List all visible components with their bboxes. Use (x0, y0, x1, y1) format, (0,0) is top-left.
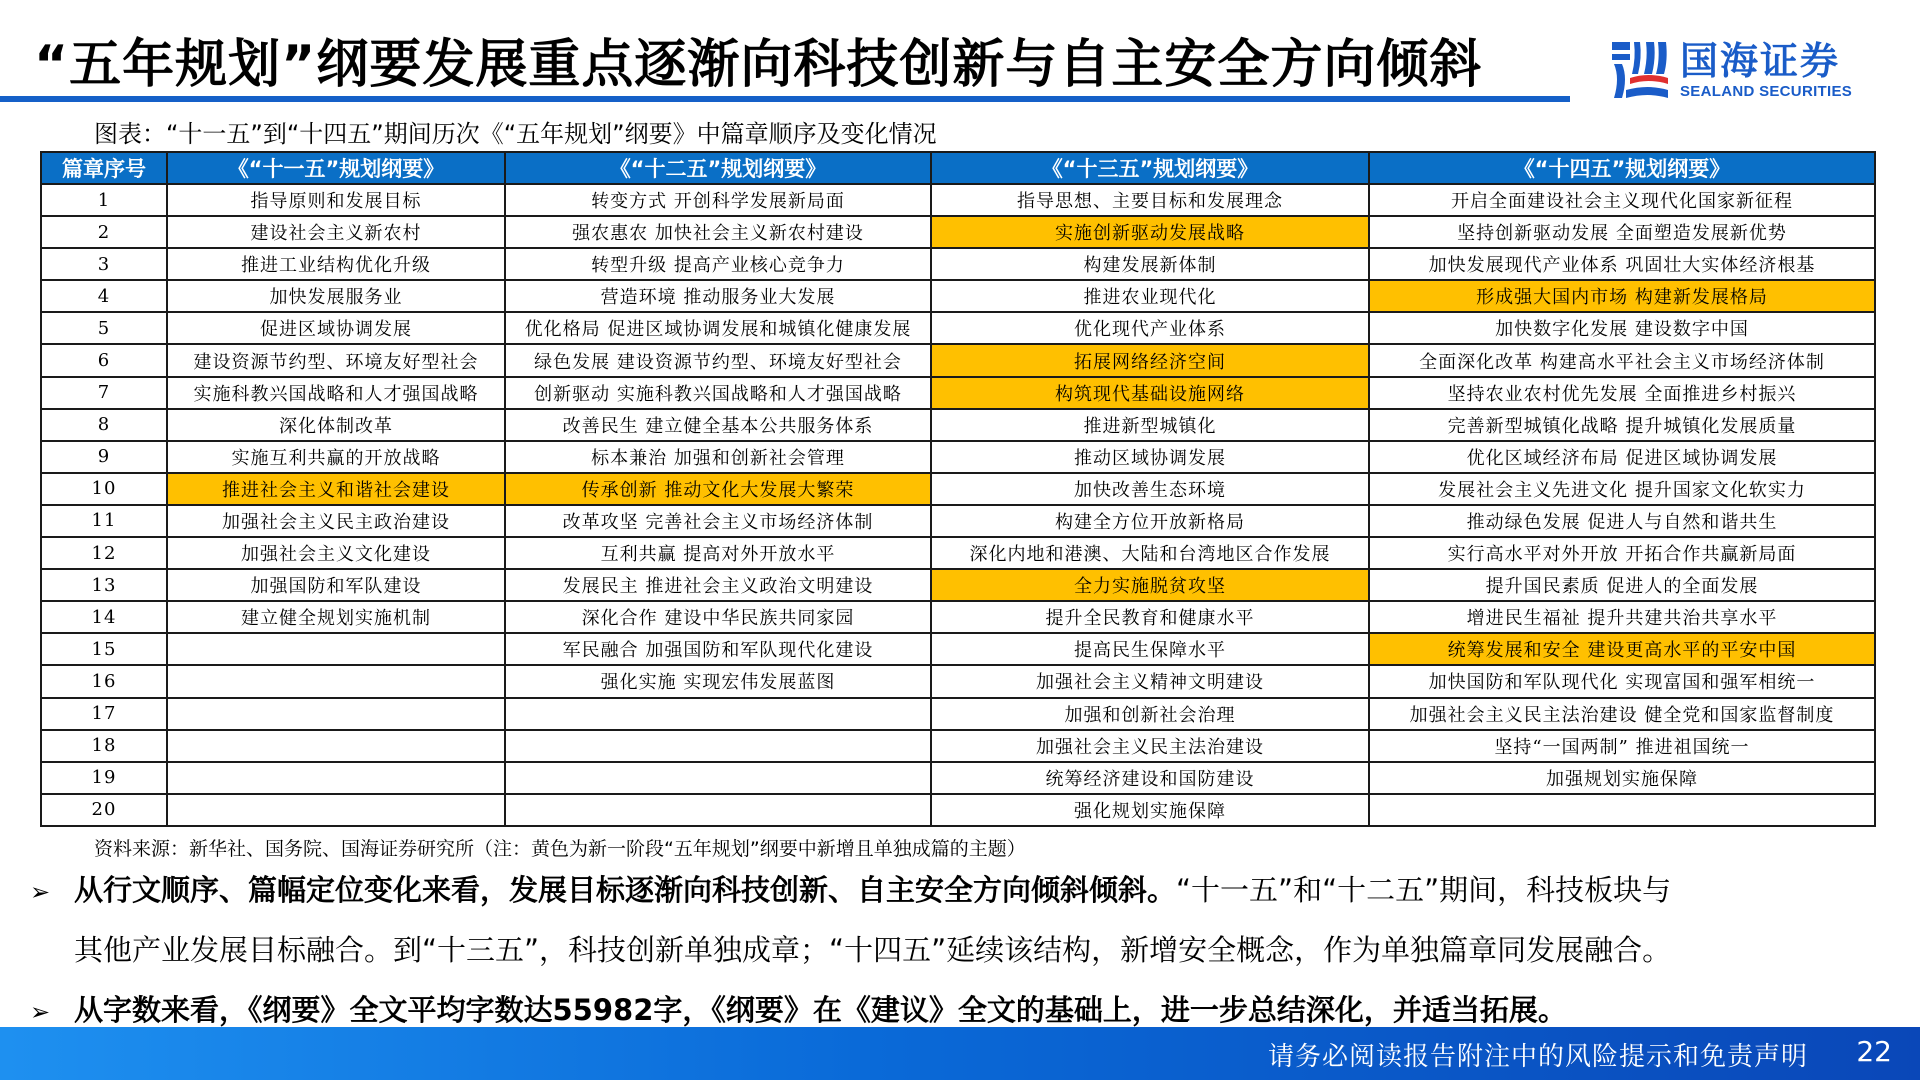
chapter-cell: 加快国防和军队现代化 实现富国和强军相统一 (1369, 665, 1875, 697)
chapter-number-cell: 5 (41, 312, 167, 344)
chapter-cell: 强农惠农 加快社会主义新农村建设 (505, 216, 931, 248)
highlighted-chapter-cell: 拓展网络经济空间 (931, 344, 1369, 376)
table-row (41, 377, 1875, 409)
logo-english-name: SEALAND SECURITIES (1680, 83, 1853, 100)
sealand-logo-icon (1610, 38, 1670, 102)
chapter-cell: 坚持创新驱动发展 全面塑造发展新优势 (1369, 216, 1875, 248)
chapter-cell: 绿色发展 建设资源节约型、环境友好型社会 (505, 344, 931, 376)
chapter-cell: 开启全面建设社会主义现代化国家新征程 (1369, 184, 1875, 216)
chapter-number-cell: 3 (41, 248, 167, 280)
chapter-cell: 互利共赢 提高对外开放水平 (505, 537, 931, 569)
chapter-cell: 实施互利共赢的开放战略 (167, 441, 505, 473)
bullet-point-2 (30, 990, 1567, 1032)
chapter-cell (505, 698, 931, 730)
figure-caption: 图表：“十一五”到“十四五”期间历次《“五年规划”纲要》中篇章顺序及变化情况 (94, 120, 937, 148)
title-underline (0, 96, 1570, 102)
chapter-cell: 坚持农业农村优先发展 全面推进乡村振兴 (1369, 377, 1875, 409)
chapter-cell: 加快数字化发展 建设数字中国 (1369, 312, 1875, 344)
chapter-cell: 加强国防和军队建设 (167, 569, 505, 601)
chapter-cell: 转型升级 提高产业核心竞争力 (505, 248, 931, 280)
table-row (41, 569, 1875, 601)
chapter-cell: 加快发展服务业 (167, 280, 505, 312)
chapter-cell: 加强社会主义文化建设 (167, 537, 505, 569)
chapter-number-cell: 1 (41, 184, 167, 216)
chapter-cell: 推动绿色发展 促进人与自然和谐共生 (1369, 505, 1875, 537)
chapters-table (40, 151, 1876, 827)
highlighted-chapter-cell: 统筹发展和安全 建设更高水平的平安中国 (1369, 633, 1875, 665)
chapter-number-cell: 2 (41, 216, 167, 248)
chapter-cell: 优化格局 促进区域协调发展和城镇化健康发展 (505, 312, 931, 344)
chapter-cell: 创新驱动 实施科教兴国战略和人才强国战略 (505, 377, 931, 409)
table-row (41, 441, 1875, 473)
chapter-cell: 建设资源节约型、环境友好型社会 (167, 344, 505, 376)
chapter-cell: 提升国民素质 促进人的全面发展 (1369, 569, 1875, 601)
column-header-13th-plan: 《“十三五”规划纲要》 (931, 152, 1369, 184)
chapter-cell: 指导原则和发展目标 (167, 184, 505, 216)
bullet-1-text: “十一五”和“十二五”期间，科技板块与 (1176, 873, 1672, 907)
chapter-cell: 建设社会主义新农村 (167, 216, 505, 248)
chapter-cell: 推进新型城镇化 (931, 409, 1369, 441)
chapter-cell: 提高民生保障水平 (931, 633, 1369, 665)
chapter-cell: 指导思想、主要目标和发展理念 (931, 184, 1369, 216)
column-header-12th-plan: 《“十二五”规划纲要》 (505, 152, 931, 184)
highlighted-chapter-cell: 全力实施脱贫攻坚 (931, 569, 1369, 601)
bullet-1-bold: 从行文顺序、篇幅定位变化来看，发展目标逐渐向科技创新、自主安全方向倾斜倾斜。 (74, 873, 1177, 907)
page-title: “五年规划”纲要发展重点逐渐向科技创新与自主安全方向倾斜 (34, 35, 1483, 95)
chapter-cell: 加快发展现代产业体系 巩固壮大实体经济根基 (1369, 248, 1875, 280)
chapter-number-cell: 9 (41, 441, 167, 473)
chapter-number-cell: 10 (41, 473, 167, 505)
table-row (41, 248, 1875, 280)
chapter-cell: 发展民主 推进社会主义政治文明建设 (505, 569, 931, 601)
highlighted-chapter-cell: 形成强大国内市场 构建新发展格局 (1369, 280, 1875, 312)
chapter-cell: 优化现代产业体系 (931, 312, 1369, 344)
bullet-point-1 (30, 870, 1671, 912)
chapter-cell: 深化内地和港澳、大陆和台湾地区合作发展 (931, 537, 1369, 569)
chapter-cell: 实施科教兴国战略和人才强国战略 (167, 377, 505, 409)
chapter-number-cell: 19 (41, 762, 167, 794)
chapter-cell: 强化实施 实现宏伟发展蓝图 (505, 665, 931, 697)
chapter-cell: 建立健全规划实施机制 (167, 601, 505, 633)
column-header-11th-plan: 《“十一五”规划纲要》 (167, 152, 505, 184)
chapter-cell: 提升全民教育和健康水平 (931, 601, 1369, 633)
highlighted-chapter-cell: 构筑现代基础设施网络 (931, 377, 1369, 409)
chapter-cell (167, 762, 505, 794)
chapter-cell: 加强社会主义精神文明建设 (931, 665, 1369, 697)
table-row (41, 537, 1875, 569)
table-row (41, 280, 1875, 312)
table-row (41, 730, 1875, 762)
chapter-cell (505, 794, 931, 826)
table-header-row (41, 152, 1875, 184)
highlighted-chapter-cell: 实施创新驱动发展战略 (931, 216, 1369, 248)
chapter-cell (1369, 794, 1875, 826)
table-row (41, 794, 1875, 826)
chapter-cell: 统筹经济建设和国防建设 (931, 762, 1369, 794)
column-header-14th-plan: 《“十四五”规划纲要》 (1369, 152, 1875, 184)
chapter-cell: 军民融合 加强国防和军队现代化建设 (505, 633, 931, 665)
chapter-cell: 促进区域协调发展 (167, 312, 505, 344)
table-row (41, 601, 1875, 633)
chapter-cell: 加快改善生态环境 (931, 473, 1369, 505)
chapter-number-cell: 17 (41, 698, 167, 730)
table-row (41, 505, 1875, 537)
chapter-number-cell: 13 (41, 569, 167, 601)
chapter-number-cell: 7 (41, 377, 167, 409)
table-row (41, 762, 1875, 794)
source-note: 资料来源：新华社、国务院、国海证券研究所（注：黄色为新一阶段“五年规划”纲要中新增且单独成篇的主题） (94, 838, 1026, 860)
chapter-number-cell: 12 (41, 537, 167, 569)
bullet-1-continuation: 其他产业发展目标融合。到“十三五”，科技创新单独成章；“十四五”延续该结构，新增安全概念，作为单独篇章同发展融合。 (74, 933, 1672, 967)
chapter-number-cell: 15 (41, 633, 167, 665)
chapter-cell: 发展社会主义先进文化 提升国家文化软实力 (1369, 473, 1875, 505)
chapter-number-cell: 16 (41, 665, 167, 697)
chapter-cell: 加强社会主义民主法治建设 (931, 730, 1369, 762)
table-row (41, 216, 1875, 248)
chapter-cell (505, 762, 931, 794)
chapter-number-cell: 6 (41, 344, 167, 376)
chapter-cell: 构建发展新体制 (931, 248, 1369, 280)
chapter-number-cell: 18 (41, 730, 167, 762)
chapter-cell: 标本兼治 加强和创新社会管理 (505, 441, 931, 473)
table-row (41, 665, 1875, 697)
table-row (41, 409, 1875, 441)
chapter-cell (167, 633, 505, 665)
chapter-cell: 营造环境 推动服务业大发展 (505, 280, 931, 312)
bullet-2-bold: 从字数来看，《纲要》全文平均字数达55982字，《纲要》在《建议》全文的基础上，进一步总结深化，并适当拓展。 (74, 993, 1567, 1027)
chapter-cell: 加强和创新社会治理 (931, 698, 1369, 730)
footer-bar (0, 1027, 1920, 1080)
chapter-number-cell: 4 (41, 280, 167, 312)
chapter-cell: 坚持“一国两制” 推进祖国统一 (1369, 730, 1875, 762)
arrow-bullet-icon: ➢ (30, 998, 51, 1026)
chapter-cell: 推进农业现代化 (931, 280, 1369, 312)
chapter-cell: 构建全方位开放新格局 (931, 505, 1369, 537)
highlighted-chapter-cell: 传承创新 推动文化大发展大繁荣 (505, 473, 931, 505)
chapter-cell (167, 730, 505, 762)
chapter-cell: 完善新型城镇化战略 提升城镇化发展质量 (1369, 409, 1875, 441)
chapter-cell: 加强规划实施保障 (1369, 762, 1875, 794)
chapter-cell: 强化规划实施保障 (931, 794, 1369, 826)
table-row (41, 312, 1875, 344)
chapter-number-cell: 14 (41, 601, 167, 633)
logo-chinese-name: 国海证券 (1680, 39, 1841, 83)
chapter-number-cell: 20 (41, 794, 167, 826)
chapter-cell: 推动区域协调发展 (931, 441, 1369, 473)
chapter-number-cell: 11 (41, 505, 167, 537)
chapter-cell (167, 665, 505, 697)
page-number: 22 (1856, 1035, 1892, 1068)
chapter-cell (167, 698, 505, 730)
table-row (41, 633, 1875, 665)
chapter-cell: 转变方式 开创科学发展新局面 (505, 184, 931, 216)
chapter-cell: 推进工业结构优化升级 (167, 248, 505, 280)
chapter-cell: 增进民生福祉 提升共建共治共享水平 (1369, 601, 1875, 633)
chapter-cell: 改革攻坚 完善社会主义市场经济体制 (505, 505, 931, 537)
column-header-chapter-no: 篇章序号 (41, 152, 167, 184)
highlighted-chapter-cell: 推进社会主义和谐社会建设 (167, 473, 505, 505)
chapter-cell (505, 730, 931, 762)
chapter-number-cell: 8 (41, 409, 167, 441)
chapter-cell: 实行高水平对外开放 开拓合作共赢新局面 (1369, 537, 1875, 569)
disclaimer-text: 请务必阅读报告附注中的风险提示和免责声明 (1267, 1042, 1808, 1072)
chapter-cell: 深化体制改革 (167, 409, 505, 441)
chapter-cell: 优化区域经济布局 促进区域协调发展 (1369, 441, 1875, 473)
table-row (41, 344, 1875, 376)
chapter-cell: 深化合作 建设中华民族共同家园 (505, 601, 931, 633)
table-row (41, 184, 1875, 216)
arrow-bullet-icon: ➢ (30, 878, 51, 906)
company-logo (1610, 30, 1880, 110)
chapter-cell: 改善民生 建立健全基本公共服务体系 (505, 409, 931, 441)
table-row (41, 698, 1875, 730)
chapter-cell: 全面深化改革 构建高水平社会主义市场经济体制 (1369, 344, 1875, 376)
chapter-cell: 加强社会主义民主政治建设 (167, 505, 505, 537)
chapter-cell (167, 794, 505, 826)
chapter-cell: 加强社会主义民主法治建设 健全党和国家监督制度 (1369, 698, 1875, 730)
table-row (41, 473, 1875, 505)
